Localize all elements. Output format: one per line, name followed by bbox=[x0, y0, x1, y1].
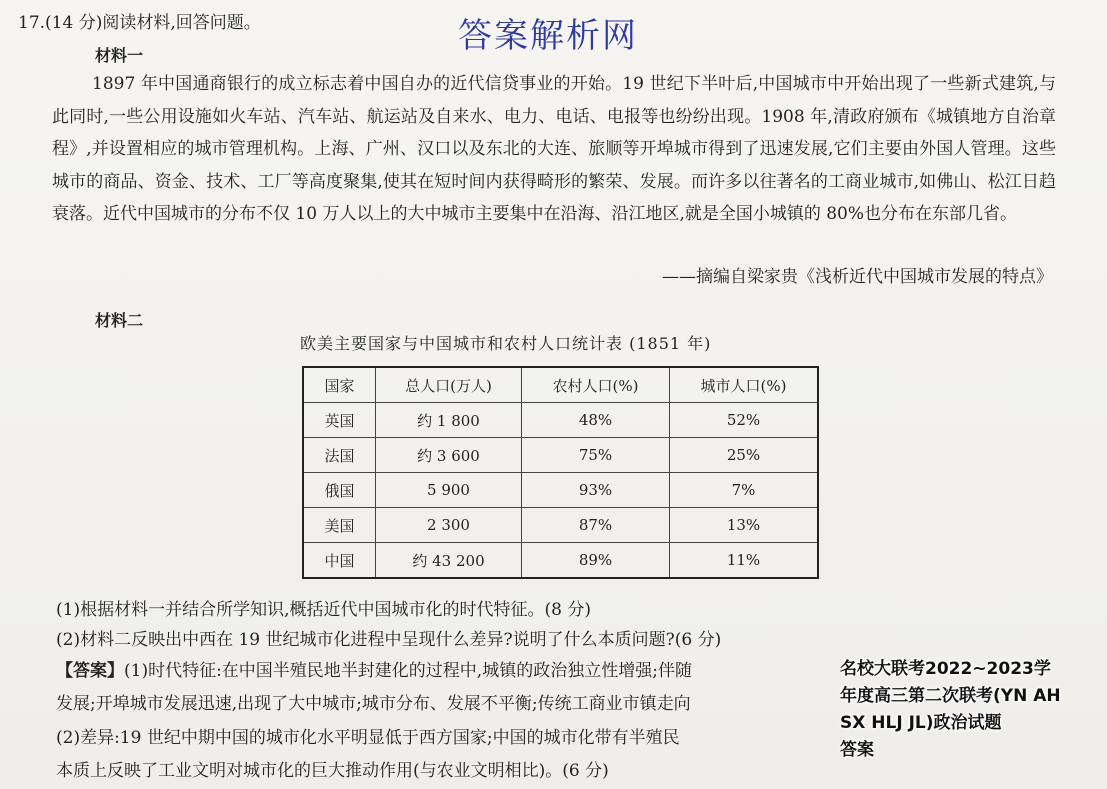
answer-line-1 bbox=[56, 656, 692, 681]
material-one-text: 1897 年中国通商银行的成立标志着中国自办的近代信贷事业的开始。19 世纪下半叶后,中国城市中开始出现了一些新式建筑,与此同时,一些公用设施如火车站、汽车站、航运站及自来水、电力、电话、电报等也纷纷出现。1908 年,清政府颁布《城镇地方自治章程》,并设置相应的城市管理机构。上海、广州、汉口以及东北的大连、旅顺等开埠城市得到了迅速发展,它们主要由外国人管理。这些城市的商品、资金、技术、工厂等高度聚集,使其在短时间内获得畸形的繁荣、发展。而许多以往著名的工商业城市,如佛山、松江日趋衰落。近代中国城市的分布不仅 10 万人以上的大中城市主要集中在沿海、沿江地区,就是全国小城镇的 80%也分布在东部几省。 bbox=[52, 74, 1056, 224]
answer-line-2: 发展;开埠城市发展迅速,出现了大中城市;城市分布、发展不平衡;传统工商业市镇走向 bbox=[56, 694, 691, 714]
column-header: 总人口(万人) bbox=[376, 367, 522, 403]
cell-rural: 89% bbox=[522, 543, 670, 579]
question-two: (2)材料二反映出中西在 19 世纪城市化进程中呈现什么差异?说明了什么本质问题?(6 分) bbox=[56, 630, 722, 650]
answer-text-1: (1)时代特征:在中国半殖民地半封建化的过程中,城镇的政治独立性增强;伴随 bbox=[124, 661, 692, 681]
table-header-row bbox=[303, 367, 818, 403]
table-row bbox=[303, 543, 818, 579]
question-header: 17.(14 分)阅读材料,回答问题。 bbox=[18, 13, 261, 33]
cell-rural: 75% bbox=[522, 438, 670, 473]
cell-country: 法国 bbox=[303, 438, 376, 473]
cell-rural: 48% bbox=[522, 403, 670, 438]
cell-country: 中国 bbox=[303, 543, 376, 579]
column-header: 城市人口(%) bbox=[670, 367, 819, 403]
answer-line-4: 本质上反映了工业文明对城市化的巨大推动作用(与农业文明相比)。(6 分) bbox=[56, 761, 609, 781]
answer-tag: 【答案】 bbox=[56, 661, 124, 681]
table-row bbox=[303, 473, 818, 508]
cell-total: 约 1 800 bbox=[376, 403, 522, 438]
cell-total: 约 3 600 bbox=[376, 438, 522, 473]
cell-total: 2 300 bbox=[376, 508, 522, 543]
overlay-line-4: 答案 bbox=[840, 740, 874, 760]
material-one-source: ——摘编自梁家贵《浅析近代中国城市发展的特点》 bbox=[662, 267, 1053, 287]
cell-urban: 13% bbox=[670, 508, 819, 543]
cell-urban: 52% bbox=[670, 403, 819, 438]
question-one: (1)根据材料一并结合所学知识,概括近代中国城市化的时代特征。(8 分) bbox=[56, 600, 591, 620]
cell-country: 美国 bbox=[303, 508, 376, 543]
cell-urban: 7% bbox=[670, 473, 819, 508]
population-table bbox=[302, 366, 819, 579]
watermark-title: 答案解析网 bbox=[458, 16, 638, 56]
cell-total: 5 900 bbox=[376, 473, 522, 508]
table-title: 欧美主要国家与中国城市和农村人口统计表 (1851 年) bbox=[300, 334, 712, 353]
material-one-label: 材料一 bbox=[95, 46, 144, 65]
table-row bbox=[303, 403, 818, 438]
cell-urban: 25% bbox=[670, 438, 819, 473]
answer-line-3: (2)差异:19 世纪中期中国的城市化水平明显低于西方国家;中国的城市化带有半殖民 bbox=[56, 728, 680, 748]
material-two-label: 材料二 bbox=[95, 311, 144, 330]
overlay-line-1: 名校大联考2022~2023学 bbox=[840, 659, 1051, 679]
column-header: 国家 bbox=[303, 367, 376, 403]
cell-total: 约 43 200 bbox=[376, 543, 522, 579]
overlay-line-2: 年度高三第二次联考(YN AH bbox=[840, 686, 1061, 706]
cell-rural: 87% bbox=[522, 508, 670, 543]
table-row bbox=[303, 438, 818, 473]
cell-country: 英国 bbox=[303, 403, 376, 438]
cell-rural: 93% bbox=[522, 473, 670, 508]
cell-country: 俄国 bbox=[303, 473, 376, 508]
overlay-line-3: SX HLJ JL)政治试题 bbox=[840, 713, 1002, 733]
exam-title-overlay bbox=[840, 656, 1107, 764]
cell-urban: 11% bbox=[670, 543, 819, 579]
table-row bbox=[303, 508, 818, 543]
column-header: 农村人口(%) bbox=[522, 367, 670, 403]
